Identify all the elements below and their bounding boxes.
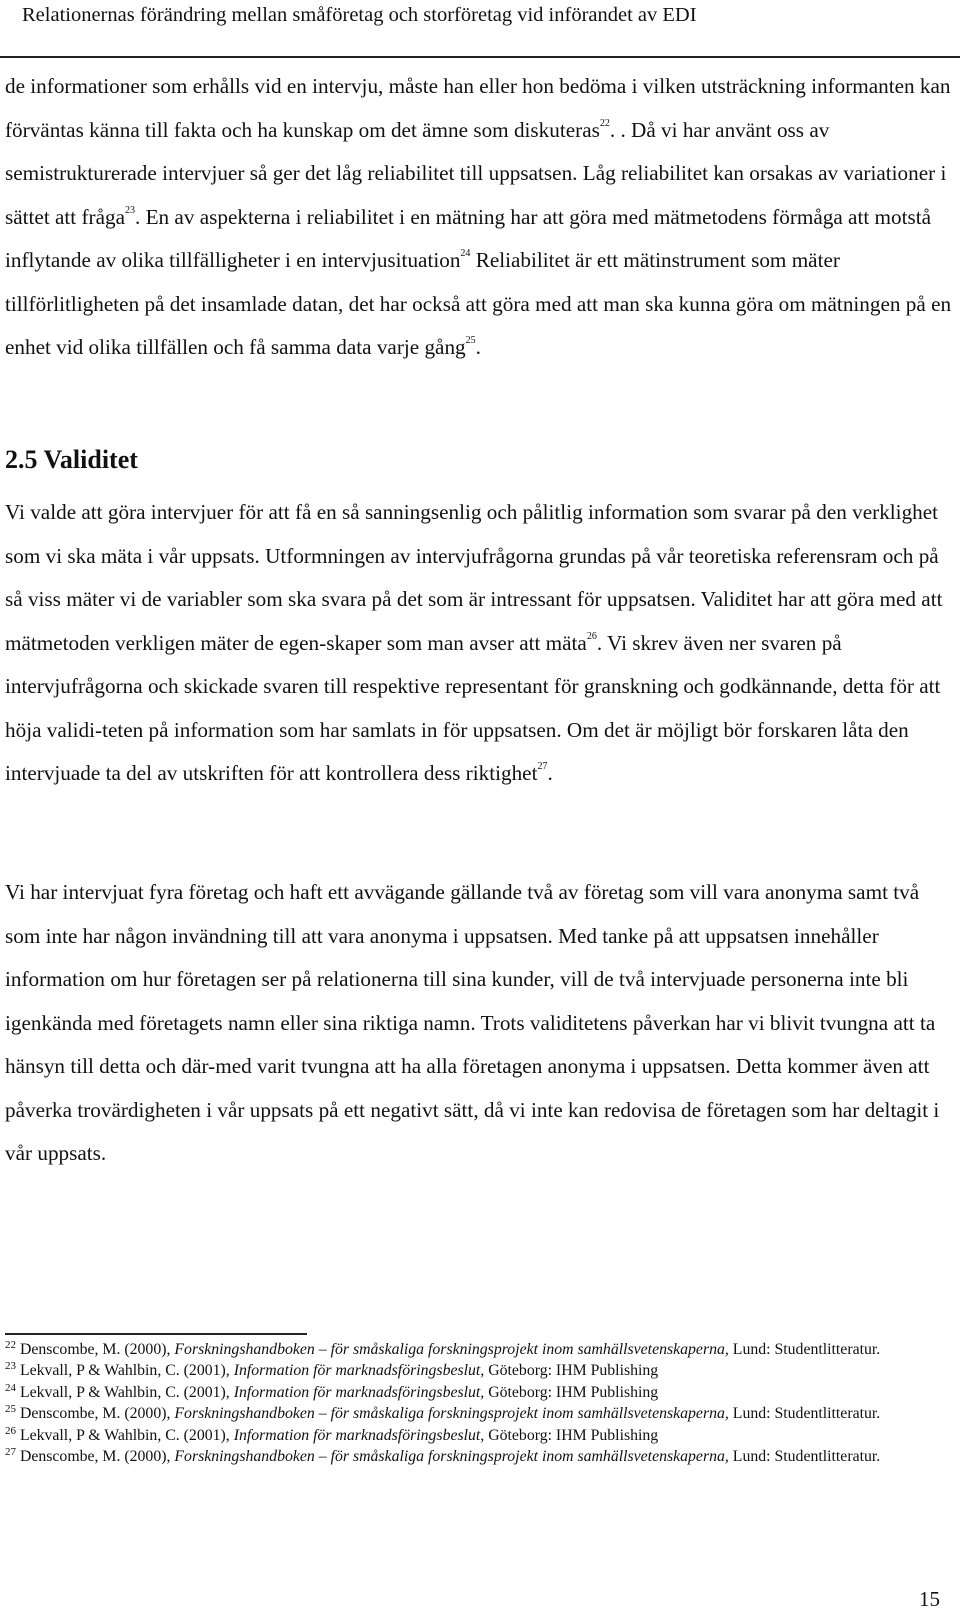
paragraph-anonymity: Vi har intervjuat fyra företag och haft ett avvägande gällande två av företag som vill vara anonyma samt två som inte har någon invändning till att vara anonyma i uppsatsen. Med tanke på att uppsatsen innehåller information om hur företagen ser på relationerna till sina kunder, vill de två intervjuade personerna inte bli igenkända med företagets namn eller sina riktiga namn. Trots validitetens påverkan har vi blivit tvungna att ta hänsyn till detta och där-med varit tvungna att ha alla företagen anonyma i uppsatsen. Detta kommer även att påverka trovärdigheten i vår uppsats på ett negativt sätt, då vi inte kan redovisa de företagen som har deltagit i vår uppsats.	[5, 880, 940, 1165]
text: . . Då vi har använt oss av semistrukturerade intervjuer så ger det låg reliabilitet till uppsatsen. Låg reliabilitet kan orsakas av variationer i sättet att fråga	[5, 117, 947, 229]
footnote-item	[5, 1403, 945, 1424]
text: Vi valde att göra intervjuer för att få en så sanningsenlig och pålitlig information som svarar på den verklighet som vi ska mäta i vår uppsats. Utformningen av intervjufrågorna grundas på vår teoretiska referensram och på så viss mäter vi de variabler som ska svara på det som är intressant för uppsatsen. Validitet har att göra med att mätmetoden verkligen mäter de egen-skaper som man avser att mäta	[5, 500, 943, 655]
footnote-item	[5, 1446, 945, 1467]
text: . Vi skrev även ner svaren på intervjufrågorna och skickade svaren till respektive representant för granskning och godkännande, detta för att höja validi-teten på information som har samlats in för uppsatsen. Om det är möjligt bör forskaren låta den intervjuade ta del av utskriften för att kontrollera dess riktighet	[5, 630, 941, 785]
text: .	[547, 761, 553, 785]
footnote-number: 24	[5, 1381, 16, 1394]
footnote-publisher: Lund: Studentlitteratur.	[728, 1448, 881, 1466]
footnote-number: 26	[5, 1424, 16, 1437]
footnote-title: Information för marknadsföringsbeslut,	[233, 1383, 485, 1401]
footnote-ref-23[interactable]: 23	[125, 204, 135, 216]
footnote-title: Information för marknadsföringsbeslut,	[233, 1362, 485, 1380]
footnote-ref-27[interactable]: 27	[537, 761, 548, 772]
footnote-number: 22	[5, 1339, 16, 1351]
footnote-ref-25[interactable]: 25	[465, 335, 476, 346]
footnote-title: Information för marknadsföringsbeslut,	[233, 1426, 485, 1444]
footnote-number: 23	[5, 1360, 16, 1373]
footnote-ref-24[interactable]: 24	[460, 248, 471, 259]
footnote-item	[5, 1425, 945, 1446]
footnote-ref-22[interactable]: 22	[599, 117, 610, 129]
section-heading: 2.5 Validitet	[5, 445, 138, 474]
footnote-author: Denscombe, M. (2000),	[19, 1341, 175, 1358]
footnote-author: Lekvall, P & Wahlbin, C. (2001),	[19, 1426, 234, 1444]
footnotes	[5, 1339, 945, 1467]
footnote-ref-26[interactable]: 26	[586, 630, 597, 642]
page-number: 15	[919, 1587, 940, 1611]
footnote-title: Forskningshandboken – för småskaliga forskningsprojekt inom samhällsvetenskaperna,	[174, 1405, 729, 1423]
footnote-publisher: Göteborg: IHM Publishing	[484, 1362, 659, 1380]
footnote-item	[5, 1360, 945, 1381]
footnote-number: 27	[5, 1446, 16, 1459]
footnote-item	[5, 1339, 945, 1360]
running-header: Relationernas förändring mellan småföretag och storföretag vid införandet av EDI	[22, 4, 697, 26]
footnote-number: 25	[5, 1403, 16, 1416]
footnote-author: Lekvall, P & Wahlbin, C. (2001),	[19, 1383, 234, 1401]
footnote-title: Forskningshandboken – för småskaliga forskningsprojekt inom samhällsvetenskaperna,	[174, 1341, 729, 1358]
footnote-publisher: Lund: Studentlitteratur.	[728, 1405, 881, 1423]
text: de informationer som erhålls vid en intervju, måste han eller hon bedöma i vilken utsträckning informanten kan förväntas känna till fakta och ha kunskap om det ämne som diskuteras	[5, 74, 951, 142]
footnote-author: Lekvall, P & Wahlbin, C. (2001),	[19, 1362, 234, 1380]
footnote-item	[5, 1382, 945, 1403]
paragraph-reliability	[5, 65, 957, 370]
text: .	[475, 335, 481, 359]
footnote-publisher: Göteborg: IHM Publishing	[484, 1383, 659, 1401]
footnote-publisher: Lund: Studentlitteratur.	[728, 1341, 881, 1358]
footnote-title: Forskningshandboken – för småskaliga forskningsprojekt inom samhällsvetenskaperna,	[174, 1448, 729, 1466]
footnote-publisher: Göteborg: IHM Publishing	[484, 1426, 659, 1444]
footnote-author: Denscombe, M. (2000),	[19, 1448, 175, 1466]
paragraph-validity	[5, 491, 957, 796]
text: . En av aspekterna i reliabilitet i en mätning har att göra med mätmetodens förmåga att motstå inflytande av olika tillfälligheter i en intervjusituation	[5, 204, 932, 272]
header-divider	[0, 56, 960, 58]
footnote-author: Denscombe, M. (2000),	[19, 1405, 175, 1423]
text: Reliabilitet är ett mätinstrument som mäter tillförlitligheten på det insamlade datan, det har också att göra med att man ska kunna göra om mätningen på en enhet vid olika tillfällen och få samma data varje gång	[5, 248, 952, 359]
footnote-divider	[5, 1333, 307, 1335]
